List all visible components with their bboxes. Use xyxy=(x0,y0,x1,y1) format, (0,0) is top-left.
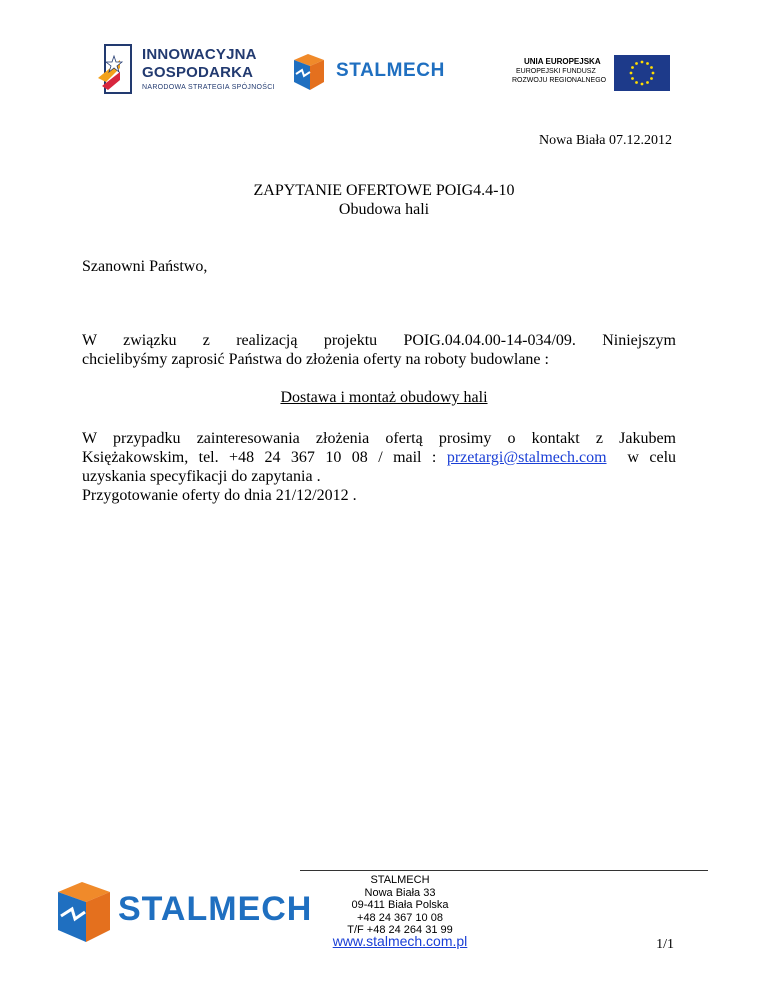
document-title: ZAPYTANIE OFERTOWE POIG4.4-10 xyxy=(253,182,515,199)
stalmech-footer-logo xyxy=(52,878,314,948)
website-link[interactable]: www.stalmech.com.pl xyxy=(332,933,468,949)
greeting: Szanowni Państwo, xyxy=(82,258,208,275)
document-date: Nowa Biała 07.12.2012 xyxy=(539,133,672,148)
footer-divider xyxy=(300,870,708,871)
contact-line-2-end: w celu xyxy=(606,449,677,466)
ig-logo-line1: INNOWACYJNA xyxy=(142,46,257,63)
eu-flag-icon xyxy=(614,55,670,91)
footer-phone: +48 24 367 10 08 xyxy=(357,911,443,924)
document-subtitle: Obudowa hali xyxy=(338,201,430,218)
scope-heading: Dostawa i montaż obudowy hali xyxy=(280,389,488,406)
eu-line2: EUROPEJSKI FUNDUSZ xyxy=(516,68,596,75)
footer-postal: 09-411 Biała Polska xyxy=(351,899,449,911)
intro-line-1: W związku z realizacją projektu POIG.04.04.00-14-034/09. Niniejszym xyxy=(82,332,676,349)
footer-street: Nowa Biała 33 xyxy=(364,886,436,899)
innowacyjna-gospodarka-logo xyxy=(96,42,276,100)
eu-line1: UNIA EUROPEJSKA xyxy=(524,57,601,66)
contact-line-3: uzyskania specyfikacji do zapytania . xyxy=(82,468,321,485)
ig-logo-line2: GOSPODARKA xyxy=(142,64,254,81)
footer-company: STALMECH xyxy=(370,874,430,886)
email-link[interactable]: przetargi@stalmech.com xyxy=(446,449,607,466)
intro-line-2: chcielibyśmy zaprosić Państwa do złożenia oferty na roboty budowlane : xyxy=(82,351,549,368)
ig-logo-line3: NARODOWA STRATEGIA SPÓJNOŚCI xyxy=(142,84,275,91)
eu-line3: ROZWOJU REGIONALNEGO xyxy=(512,77,607,84)
footer-address xyxy=(320,874,480,937)
deadline-line: Przygotowanie oferty do dnia 21/12/2012 . xyxy=(82,487,357,504)
contact-paragraph xyxy=(82,429,676,505)
stalmech-footer-cube-icon xyxy=(52,878,118,946)
intro-paragraph xyxy=(82,331,676,369)
eu-funding-logo xyxy=(512,55,672,91)
footer-fax: T/F +48 24 264 31 99 xyxy=(347,924,453,936)
stalmech-header-logo xyxy=(290,52,490,94)
footer-wordmark: STALMECH xyxy=(118,890,313,928)
contact-line-2 xyxy=(82,448,676,467)
contact-line-1: W przypadku zainteresowania złożenia ofertą prosimy o kontakt z Jakubem xyxy=(82,430,676,447)
stalmech-cube-icon xyxy=(290,52,330,92)
page-number: 1/1 xyxy=(656,937,674,952)
stalmech-wordmark: STALMECH xyxy=(336,60,445,81)
contact-line-2-text: Księżakowskim, tel. +48 24 367 10 08 / mail : xyxy=(82,449,447,466)
ig-emblem-icon xyxy=(96,42,134,96)
